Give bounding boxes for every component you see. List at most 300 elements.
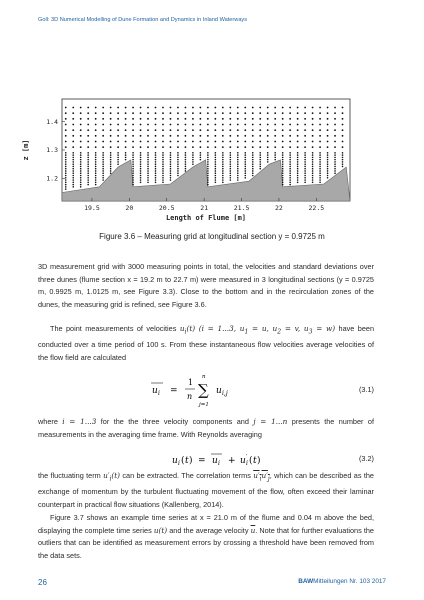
measuring-point [334, 157, 336, 159]
measuring-point [200, 154, 202, 156]
measuring-point [177, 135, 179, 137]
measuring-point [289, 159, 291, 161]
measuring-point [334, 152, 336, 154]
measuring-point [334, 163, 336, 165]
measuring-point [87, 159, 89, 161]
measuring-point [282, 161, 284, 163]
measuring-point [297, 124, 299, 126]
p3-text-a: where [38, 417, 58, 426]
measuring-point [244, 141, 246, 143]
measuring-point [177, 112, 179, 114]
measuring-point [252, 152, 254, 154]
measuring-point [80, 152, 82, 154]
measuring-point [125, 135, 127, 137]
measuring-point [102, 177, 104, 179]
measuring-point [132, 112, 134, 114]
measuring-point [282, 112, 284, 114]
measuring-point [87, 135, 89, 137]
measuring-point [274, 154, 276, 156]
measuring-point [192, 129, 194, 131]
measuring-point [274, 118, 276, 120]
measuring-point [117, 129, 119, 131]
measuring-point [259, 166, 261, 168]
measuring-point [162, 170, 164, 172]
measuring-point [110, 166, 112, 168]
measuring-point [237, 112, 239, 114]
measuring-point [274, 124, 276, 126]
measuring-point [162, 166, 164, 168]
measuring-point [207, 135, 209, 137]
measuring-point [342, 161, 344, 163]
measuring-point [177, 129, 179, 131]
measuring-point [230, 154, 232, 156]
measuring-point [87, 161, 89, 163]
measuring-point [95, 170, 97, 172]
measuring-point [132, 118, 134, 120]
measuring-point [177, 166, 179, 168]
measuring-point [267, 118, 269, 120]
measuring-point [230, 152, 232, 154]
svg-text:(: ( [249, 456, 253, 466]
measuring-point [267, 161, 269, 163]
measuring-point [192, 159, 194, 161]
measuring-point [162, 152, 164, 154]
measuring-point [319, 161, 321, 163]
measuring-point [297, 152, 299, 154]
measuring-point [244, 172, 246, 174]
measuring-point [140, 172, 142, 174]
measuring-point [230, 157, 232, 159]
measuring-point [342, 141, 344, 143]
measuring-point [327, 154, 329, 156]
measuring-point [199, 135, 201, 137]
measuring-point [237, 152, 239, 154]
measuring-point [312, 163, 314, 165]
measuring-point [132, 107, 134, 109]
measuring-point [65, 166, 67, 168]
measuring-point [65, 107, 67, 109]
p4-text-b: can be extracted. The correlation terms [122, 471, 251, 480]
running-header: Goll: 3D Numerical Modelling of Dune Formation and Dynamics in Inland Waterways [38, 17, 248, 23]
measuring-point [177, 161, 179, 163]
measuring-point [252, 168, 254, 170]
measuring-point [259, 141, 261, 143]
measuring-point [65, 152, 67, 154]
measuring-point [312, 172, 314, 174]
measuring-point [214, 135, 216, 137]
measuring-point [177, 141, 179, 143]
measuring-point [80, 159, 82, 161]
measuring-point [230, 161, 232, 163]
x-tick-label: 22.5 [308, 204, 325, 212]
measuring-point [117, 159, 119, 161]
measuring-point [199, 129, 201, 131]
measuring-point [229, 124, 231, 126]
measuring-point [282, 129, 284, 131]
measuring-point [334, 141, 336, 143]
measuring-point [334, 159, 336, 161]
measuring-point [140, 182, 142, 184]
measuring-point [334, 154, 336, 156]
measuring-point [192, 112, 194, 114]
measuring-point [237, 154, 239, 156]
measuring-point [170, 168, 172, 170]
measuring-point [125, 146, 127, 148]
measuring-point [289, 182, 291, 184]
measuring-point [80, 179, 82, 181]
measuring-point [327, 112, 329, 114]
measuring-point [267, 154, 269, 156]
measuring-point [312, 124, 314, 126]
measuring-point [244, 163, 246, 165]
measuring-point [267, 157, 269, 159]
journal-brand: BAW [298, 578, 314, 585]
measuring-point [199, 118, 201, 120]
measuring-point [155, 154, 157, 156]
measuring-point [342, 157, 344, 159]
measuring-point [72, 186, 74, 188]
measuring-point [155, 129, 157, 131]
measuring-point [319, 159, 321, 161]
measuring-point [102, 124, 104, 126]
measuring-point [259, 157, 261, 159]
measuring-point [140, 107, 142, 109]
measuring-point [147, 157, 149, 159]
measuring-point [215, 159, 217, 161]
measuring-point [207, 179, 209, 181]
measuring-point [274, 146, 276, 148]
measuring-point [155, 168, 157, 170]
measuring-point [289, 107, 291, 109]
measuring-point [244, 135, 246, 137]
measuring-point [319, 107, 321, 109]
measuring-point [207, 170, 209, 172]
measuring-point [319, 152, 321, 154]
measuring-point [177, 172, 179, 174]
measuring-point [95, 184, 97, 186]
measuring-point [282, 168, 284, 170]
measuring-point [170, 170, 172, 172]
measuring-point [87, 157, 89, 159]
measuring-point [125, 141, 127, 143]
measuring-point [185, 166, 187, 168]
measuring-point [87, 163, 89, 165]
measuring-point [87, 166, 89, 168]
measuring-point [342, 107, 344, 109]
measuring-point [72, 177, 74, 179]
measuring-point [319, 177, 321, 179]
measuring-point [65, 186, 67, 188]
figure-caption: Figure 3.6 – Measuring grid at longitudinal section y = 0.9725 m [99, 232, 325, 241]
p2-text-b: have been conducted over a time period of 100 s. From these instantaneous flow velocities average velocities of the flow field are calculated [38, 324, 375, 362]
measuring-point [267, 159, 269, 161]
measuring-point [87, 141, 89, 143]
measuring-point [95, 146, 97, 148]
measuring-point [65, 135, 67, 137]
measuring-point [147, 118, 149, 120]
chart-svg [16, 93, 356, 225]
measuring-point [237, 168, 239, 170]
measuring-point [155, 172, 157, 174]
measuring-point [319, 179, 321, 181]
measuring-point [222, 182, 224, 184]
svg-text:n: n [187, 392, 193, 401]
measuring-point [162, 107, 164, 109]
measuring-point [229, 118, 231, 120]
measuring-point [132, 172, 134, 174]
measuring-point [274, 152, 276, 154]
measuring-point [252, 175, 254, 177]
p4-formula-corr: $u'_iu'_j$ [253, 471, 270, 483]
measuring-point [147, 172, 149, 174]
measuring-point [140, 157, 142, 159]
svg-text:n: n [202, 374, 206, 380]
measuring-point [282, 170, 284, 172]
svg-text:): ) [257, 456, 261, 466]
measuring-point [170, 172, 172, 174]
measuring-point [147, 146, 149, 148]
measuring-point [334, 146, 336, 148]
measuring-point [110, 170, 112, 172]
measuring-point [259, 163, 261, 165]
measuring-point [297, 177, 299, 179]
measuring-point [199, 146, 201, 148]
measuring-point [185, 112, 187, 114]
measuring-point [132, 168, 134, 170]
measuring-point [185, 118, 187, 120]
measuring-point [312, 135, 314, 137]
measuring-point [102, 154, 104, 156]
measuring-point [192, 146, 194, 148]
measuring-point [155, 161, 157, 163]
measuring-point [222, 157, 224, 159]
measuring-point [102, 179, 104, 181]
measuring-point [289, 166, 291, 168]
measuring-point [319, 118, 321, 120]
measuring-point [110, 146, 112, 148]
measuring-point [95, 161, 97, 163]
measuring-point [200, 157, 202, 159]
measuring-point [304, 177, 306, 179]
measuring-point [80, 112, 82, 114]
measuring-point [237, 175, 239, 177]
measuring-point [244, 154, 246, 156]
measuring-point [289, 172, 291, 174]
measuring-point [87, 184, 89, 186]
measuring-point [72, 163, 74, 165]
measuring-point [72, 135, 74, 137]
measuring-point [80, 177, 82, 179]
measuring-point [117, 135, 119, 137]
measuring-point [155, 124, 157, 126]
svg-text:i,j: i,j [222, 390, 228, 397]
measuring-point [222, 161, 224, 163]
svg-text:u: u [172, 456, 178, 466]
x-tick-label: 20 [125, 204, 134, 212]
svg-text:i: i [158, 390, 160, 397]
measuring-point [244, 107, 246, 109]
measuring-point [185, 161, 187, 163]
measuring-point [222, 172, 224, 174]
measuring-point [327, 170, 329, 172]
measuring-point [327, 166, 329, 168]
measuring-point [140, 118, 142, 120]
measuring-point [207, 175, 209, 177]
measuring-point [140, 163, 142, 165]
measuring-point [95, 159, 97, 161]
equation-3-2-number: (3.2) [358, 454, 374, 463]
p5-formula-ubar: $\overline{u}$ [250, 525, 256, 535]
measuring-point [274, 159, 276, 161]
measuring-point [95, 177, 97, 179]
measuring-point [65, 159, 67, 161]
measuring-point [297, 146, 299, 148]
measuring-point [185, 168, 187, 170]
measuring-point [147, 141, 149, 143]
measuring-point [252, 112, 254, 114]
measuring-point [65, 157, 67, 159]
measuring-point [80, 124, 82, 126]
measuring-point [282, 175, 284, 177]
measuring-point [334, 107, 336, 109]
measuring-point [170, 112, 172, 114]
measuring-point [215, 163, 217, 165]
measuring-point [297, 118, 299, 120]
measuring-point [312, 170, 314, 172]
measuring-point [110, 154, 112, 156]
measuring-point [87, 182, 89, 184]
measuring-point [72, 172, 74, 174]
measuring-point [102, 118, 104, 120]
measuring-point [244, 124, 246, 126]
measuring-point [222, 107, 224, 109]
measuring-point [72, 161, 74, 163]
measuring-point [259, 146, 261, 148]
measuring-point [80, 168, 82, 170]
measuring-point [192, 154, 194, 156]
measuring-point [147, 163, 149, 165]
measuring-point [215, 161, 217, 163]
measuring-point [200, 159, 202, 161]
measuring-point [319, 166, 321, 168]
measuring-point [207, 177, 209, 179]
measuring-point [207, 161, 209, 163]
measuring-point [222, 141, 224, 143]
measuring-point [312, 154, 314, 156]
measuring-point [215, 175, 217, 177]
measuring-point [289, 161, 291, 163]
measuring-point [259, 152, 261, 154]
measuring-point [132, 179, 134, 181]
measuring-point [289, 135, 291, 137]
measuring-point [289, 141, 291, 143]
measuring-point [289, 168, 291, 170]
measuring-point [237, 141, 239, 143]
measuring-point [230, 166, 232, 168]
svg-text:t: t [253, 456, 257, 466]
measuring-point [155, 146, 157, 148]
x-tick-label: 21.5 [233, 204, 250, 212]
measuring-point [327, 135, 329, 137]
measuring-point [80, 129, 82, 131]
measuring-point [267, 152, 269, 154]
measuring-point [244, 118, 246, 120]
measuring-point [162, 129, 164, 131]
measuring-point [162, 118, 164, 120]
measuring-point [289, 175, 291, 177]
measuring-point [95, 166, 97, 168]
journal-footer [298, 578, 386, 585]
measuring-point [207, 159, 209, 161]
measuring-point [162, 172, 164, 174]
measuring-point [230, 172, 232, 174]
measuring-point [192, 118, 194, 120]
measuring-point [282, 157, 284, 159]
measuring-point [304, 161, 306, 163]
measuring-point [252, 159, 254, 161]
measuring-point [207, 168, 209, 170]
measuring-point [65, 129, 67, 131]
measuring-point [162, 175, 164, 177]
measuring-point [177, 107, 179, 109]
measuring-point [177, 154, 179, 156]
measuring-point [207, 129, 209, 131]
measuring-point [319, 172, 321, 174]
measuring-point [222, 152, 224, 154]
measuring-point [132, 141, 134, 143]
measuring-point [327, 157, 329, 159]
measuring-point [215, 182, 217, 184]
measuring-point [230, 168, 232, 170]
measuring-point [297, 179, 299, 181]
measuring-point [312, 118, 314, 120]
p2-formula: $u_i(t) (i = 1...3$, $u_1 = u$, $u_2 = v$, $u_3 = w$) [179, 324, 336, 336]
measuring-point [259, 112, 261, 114]
measuring-point [304, 112, 306, 114]
measuring-point [162, 112, 164, 114]
measuring-point [214, 129, 216, 131]
measuring-point [237, 163, 239, 165]
measuring-point [192, 161, 194, 163]
measuring-point [289, 146, 291, 148]
measuring-point [102, 161, 104, 163]
measuring-point [237, 129, 239, 131]
measuring-grid-figure [16, 93, 356, 225]
measuring-point [87, 172, 89, 174]
measuring-point [162, 157, 164, 159]
measuring-point [72, 157, 74, 159]
measuring-point [80, 172, 82, 174]
measuring-point [342, 159, 344, 161]
measuring-point [155, 141, 157, 143]
measuring-point [274, 157, 276, 159]
measuring-point [289, 170, 291, 172]
measuring-point [259, 124, 261, 126]
measuring-point [244, 177, 246, 179]
measuring-point [237, 166, 239, 168]
measuring-point [102, 159, 104, 161]
measuring-point [140, 166, 142, 168]
measuring-point [110, 161, 112, 163]
measuring-point [214, 107, 216, 109]
measuring-point [162, 182, 164, 184]
measuring-point [125, 107, 127, 109]
measuring-point [95, 168, 97, 170]
measuring-point [304, 118, 306, 120]
measuring-point [192, 135, 194, 137]
measuring-point [244, 112, 246, 114]
measuring-point [147, 161, 149, 163]
